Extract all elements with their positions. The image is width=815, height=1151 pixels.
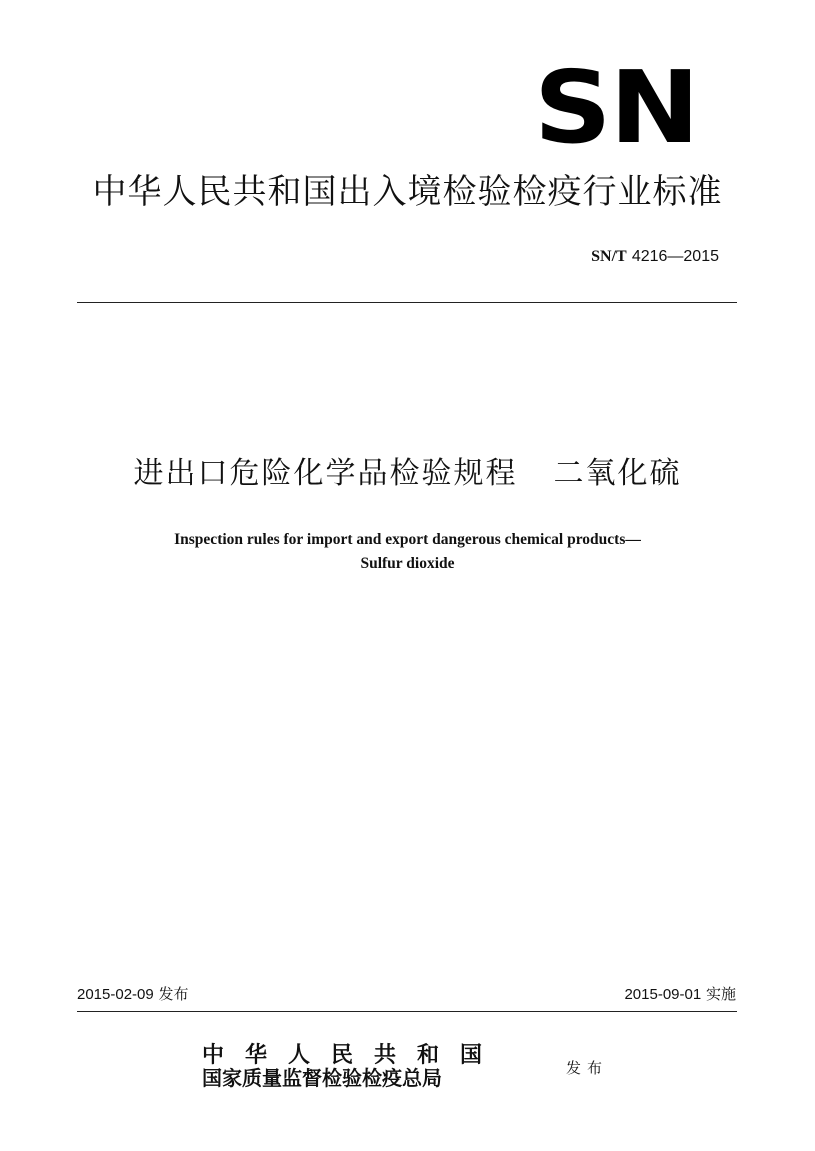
publish-label: 发布: [566, 1059, 609, 1077]
sn-logo: SN: [534, 49, 698, 166]
english-title-line1: Inspection rules for import and export dangerous chemical products—: [174, 531, 641, 548]
organization-title: 中华人民共和国出入境检验检疫行业标准: [92, 172, 723, 212]
issuer-line2: 国家质量监督检验检疫总局: [202, 1066, 442, 1090]
standard-prefix: SN/T: [591, 248, 627, 265]
issue-date-value: 2015-02-09: [77, 986, 154, 1003]
effective-date-value: 2015-09-01: [624, 986, 702, 1003]
standard-number: [591, 246, 719, 267]
issuing-authority: [202, 1044, 503, 1090]
document-title-main: 进出口危险化学品检验规程: [133, 456, 518, 491]
top-divider: [77, 302, 737, 303]
issue-date-label: 发布: [158, 985, 189, 1003]
bottom-divider: [77, 1011, 737, 1012]
document-title-sub: 二氧化硫: [553, 456, 682, 491]
standard-number-value: 4216—2015: [631, 248, 719, 265]
english-title-line2: Sulfur dioxide: [360, 555, 455, 572]
issuer-line1: 中华人民共和国: [202, 1042, 504, 1068]
effective-date: [624, 984, 736, 1005]
effective-date-label: 实施: [705, 985, 736, 1003]
english-title: [0, 528, 815, 576]
document-title: [0, 452, 815, 496]
issue-date: [77, 984, 189, 1005]
